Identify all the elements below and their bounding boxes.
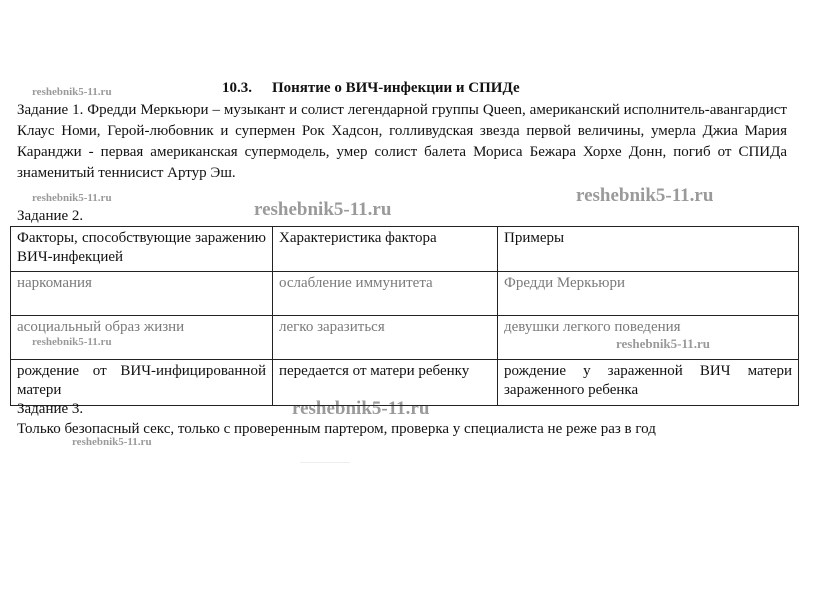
table-cell: Фредди Меркьюри [498, 272, 799, 316]
table-header-row [11, 227, 799, 272]
section-number: 10.3. [222, 80, 252, 96]
table-cell: асоциальный образ жизни [11, 316, 273, 360]
watermark-table-right: reshebnik5-11.ru [616, 336, 711, 351]
header-examples: Примеры [498, 227, 799, 272]
table-cell: девушки легкого поведения [498, 316, 799, 360]
watermark-bottom-left: reshebnik5-11.ru [72, 436, 152, 448]
section-title: Понятие о ВИЧ-инфекции и СПИДе [272, 80, 520, 96]
factors-table [10, 226, 799, 406]
table-row [11, 316, 799, 360]
task3-label: Задание 3. [17, 401, 84, 417]
table-cell: рождение у зараженной ВИЧ матери зараженного ребенка [498, 360, 799, 406]
table-row [11, 272, 799, 316]
table-row [11, 360, 799, 406]
table-cell: ослабление иммунитета [273, 272, 498, 316]
watermark-task2-right: reshebnik5-11.ru [576, 185, 714, 206]
watermark-top-left: reshebnik5-11.ru [32, 86, 112, 98]
watermark-task2-center: reshebnik5-11.ru [254, 199, 392, 220]
watermark-task3-center: reshebnik5-11.ru [292, 398, 430, 419]
section-heading [222, 80, 520, 97]
watermark-table-left: reshebnik5-11.ru [32, 336, 112, 348]
header-factors: Факторы, способствующие заражению ВИЧ-инфекцией [11, 227, 273, 272]
task1-text: Задание 1. Фредди Меркьюри – музыкант и солист легендарной группы Queen, американский исполнитель-авангардист Клаус Номи, Герой-любовник и супермен Рок Хадсон, голливудская звезда первой величины, умерла Джиа Мария Каранджи - первая американская супермодель, умер солист балета Мориса Бежара Хорхе Донн, погиб от СПИДа знаменитый теннисист Артур Эш. [17, 102, 787, 181]
table-cell: легко заразиться [273, 316, 498, 360]
task2-label: Задание 2. [17, 208, 84, 224]
table-cell: наркомания [11, 272, 273, 316]
faint-divider [300, 462, 350, 463]
header-characteristic: Характеристика фактора [273, 227, 498, 272]
watermark-task2-left: reshebnik5-11.ru [32, 192, 112, 204]
table-cell: передается от матери ребенку [273, 360, 498, 406]
task3-text: Только безопасный секс, только с проверенным партером, проверка у специалиста не реже раз в год [17, 421, 656, 437]
table-cell: рождение от ВИЧ-инфицированной матери [11, 360, 273, 406]
